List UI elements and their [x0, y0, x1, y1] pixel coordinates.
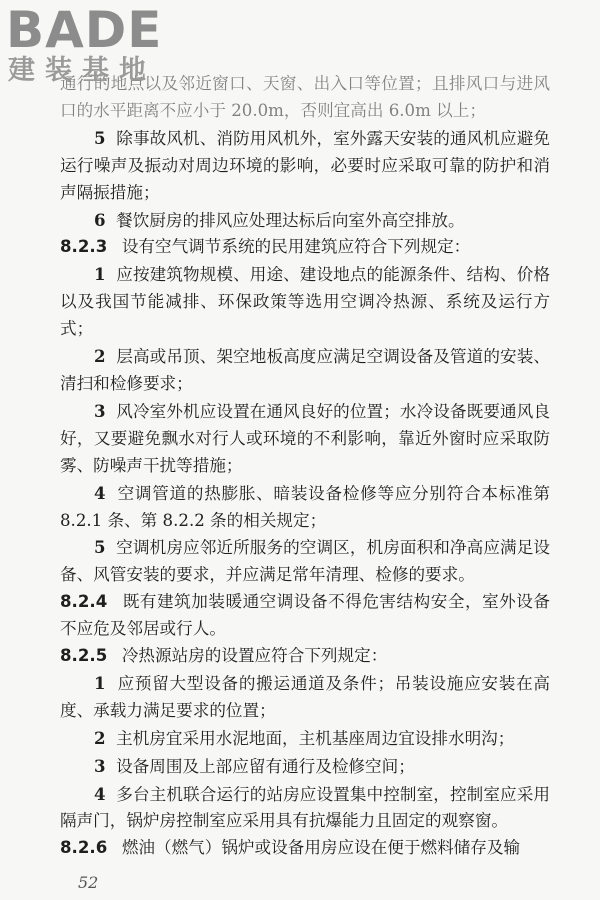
- list-item: 1 应预留大型设备的搬运通道及条件；吊装设施应安装在高度、承载力满足要求的位置；: [60, 672, 550, 720]
- paragraph-continued: 通行的地点以及邻近窗口、天窗、出入口等位置；且排风口与进风口的水平距离不应小于 20.0m，否则宜高出 6.0m 以上；: [60, 74, 550, 120]
- list-item: 1 应按建筑物规模、用途、建设地点的能源条件、结构、价格以及我国节能减排、环保政策等选用空调冷热源、系统及运行方式；: [60, 264, 550, 339]
- list-item: 3 设备周围及上部应留有通行及检修空间；: [94, 755, 415, 776]
- list-item: 3 风冷室外机应设置在通风良好的位置；水冷设备既要通风良好，又要避免飘水对行人或环境的不利影响，靠近外窗时应采取防雾、防噪声干扰等措施；: [60, 400, 550, 475]
- list-item: 4 多台主机联合运行的站房应设置集中控制室，控制室应采用隔声门，锅炉房控制室应采用具有抗爆能力且固定的观察窗。: [60, 783, 550, 831]
- page-number: 52: [78, 873, 99, 892]
- list-item: 5 除事故风机、消防用风机外，室外露天安装的通风机应避免运行噪声及振动对周边环境的影响，必要时应采取可靠的防护和消声隔振措施；: [60, 127, 550, 202]
- list-item: 6 餐饮厨房的排风应处理达标后向室外高空排放。: [94, 209, 465, 230]
- watermark-logo: [6, 1, 163, 86]
- clause-8-2-4: 8.2.4 既有建筑加装暖通空调设备不得危害结构安全，室外设备不应危及邻居或行人。: [60, 592, 550, 639]
- watermark-brand: BADE: [6, 1, 163, 59]
- list-item: 2 层高或吊顶、架空地板高度应满足空调设备及管道的安装、清扫和检修要求；: [60, 346, 550, 393]
- watermark-subtitle: 建装基地: [8, 55, 156, 86]
- clause-8-2-5: 8.2.5 冷热源站房的设置应符合下列规定：: [60, 646, 388, 666]
- list-item: 5 空调机房应邻近所服务的空调区，机房面积和净高应满足设备、风管安装的要求，并应满足常年清理、检修的要求。: [60, 537, 550, 585]
- document-body: [60, 71, 550, 862]
- list-item: 4 空调管道的热膨胀、暗装设备检修等应分别符合本标准第 8.2.1 条、第 8.2.2 条的相关规定；: [60, 482, 550, 530]
- clause-8-2-3: 8.2.3 设有空气调节系统的民用建筑应符合下列规定：: [60, 237, 471, 257]
- list-item: 2 主机房宜采用水泥地面，主机基座周边宜设排水明沟；: [94, 727, 515, 748]
- clause-8-2-6: 8.2.6 燃油（燃气）锅炉或设备用房应设在便于燃料储存及输: [60, 838, 521, 858]
